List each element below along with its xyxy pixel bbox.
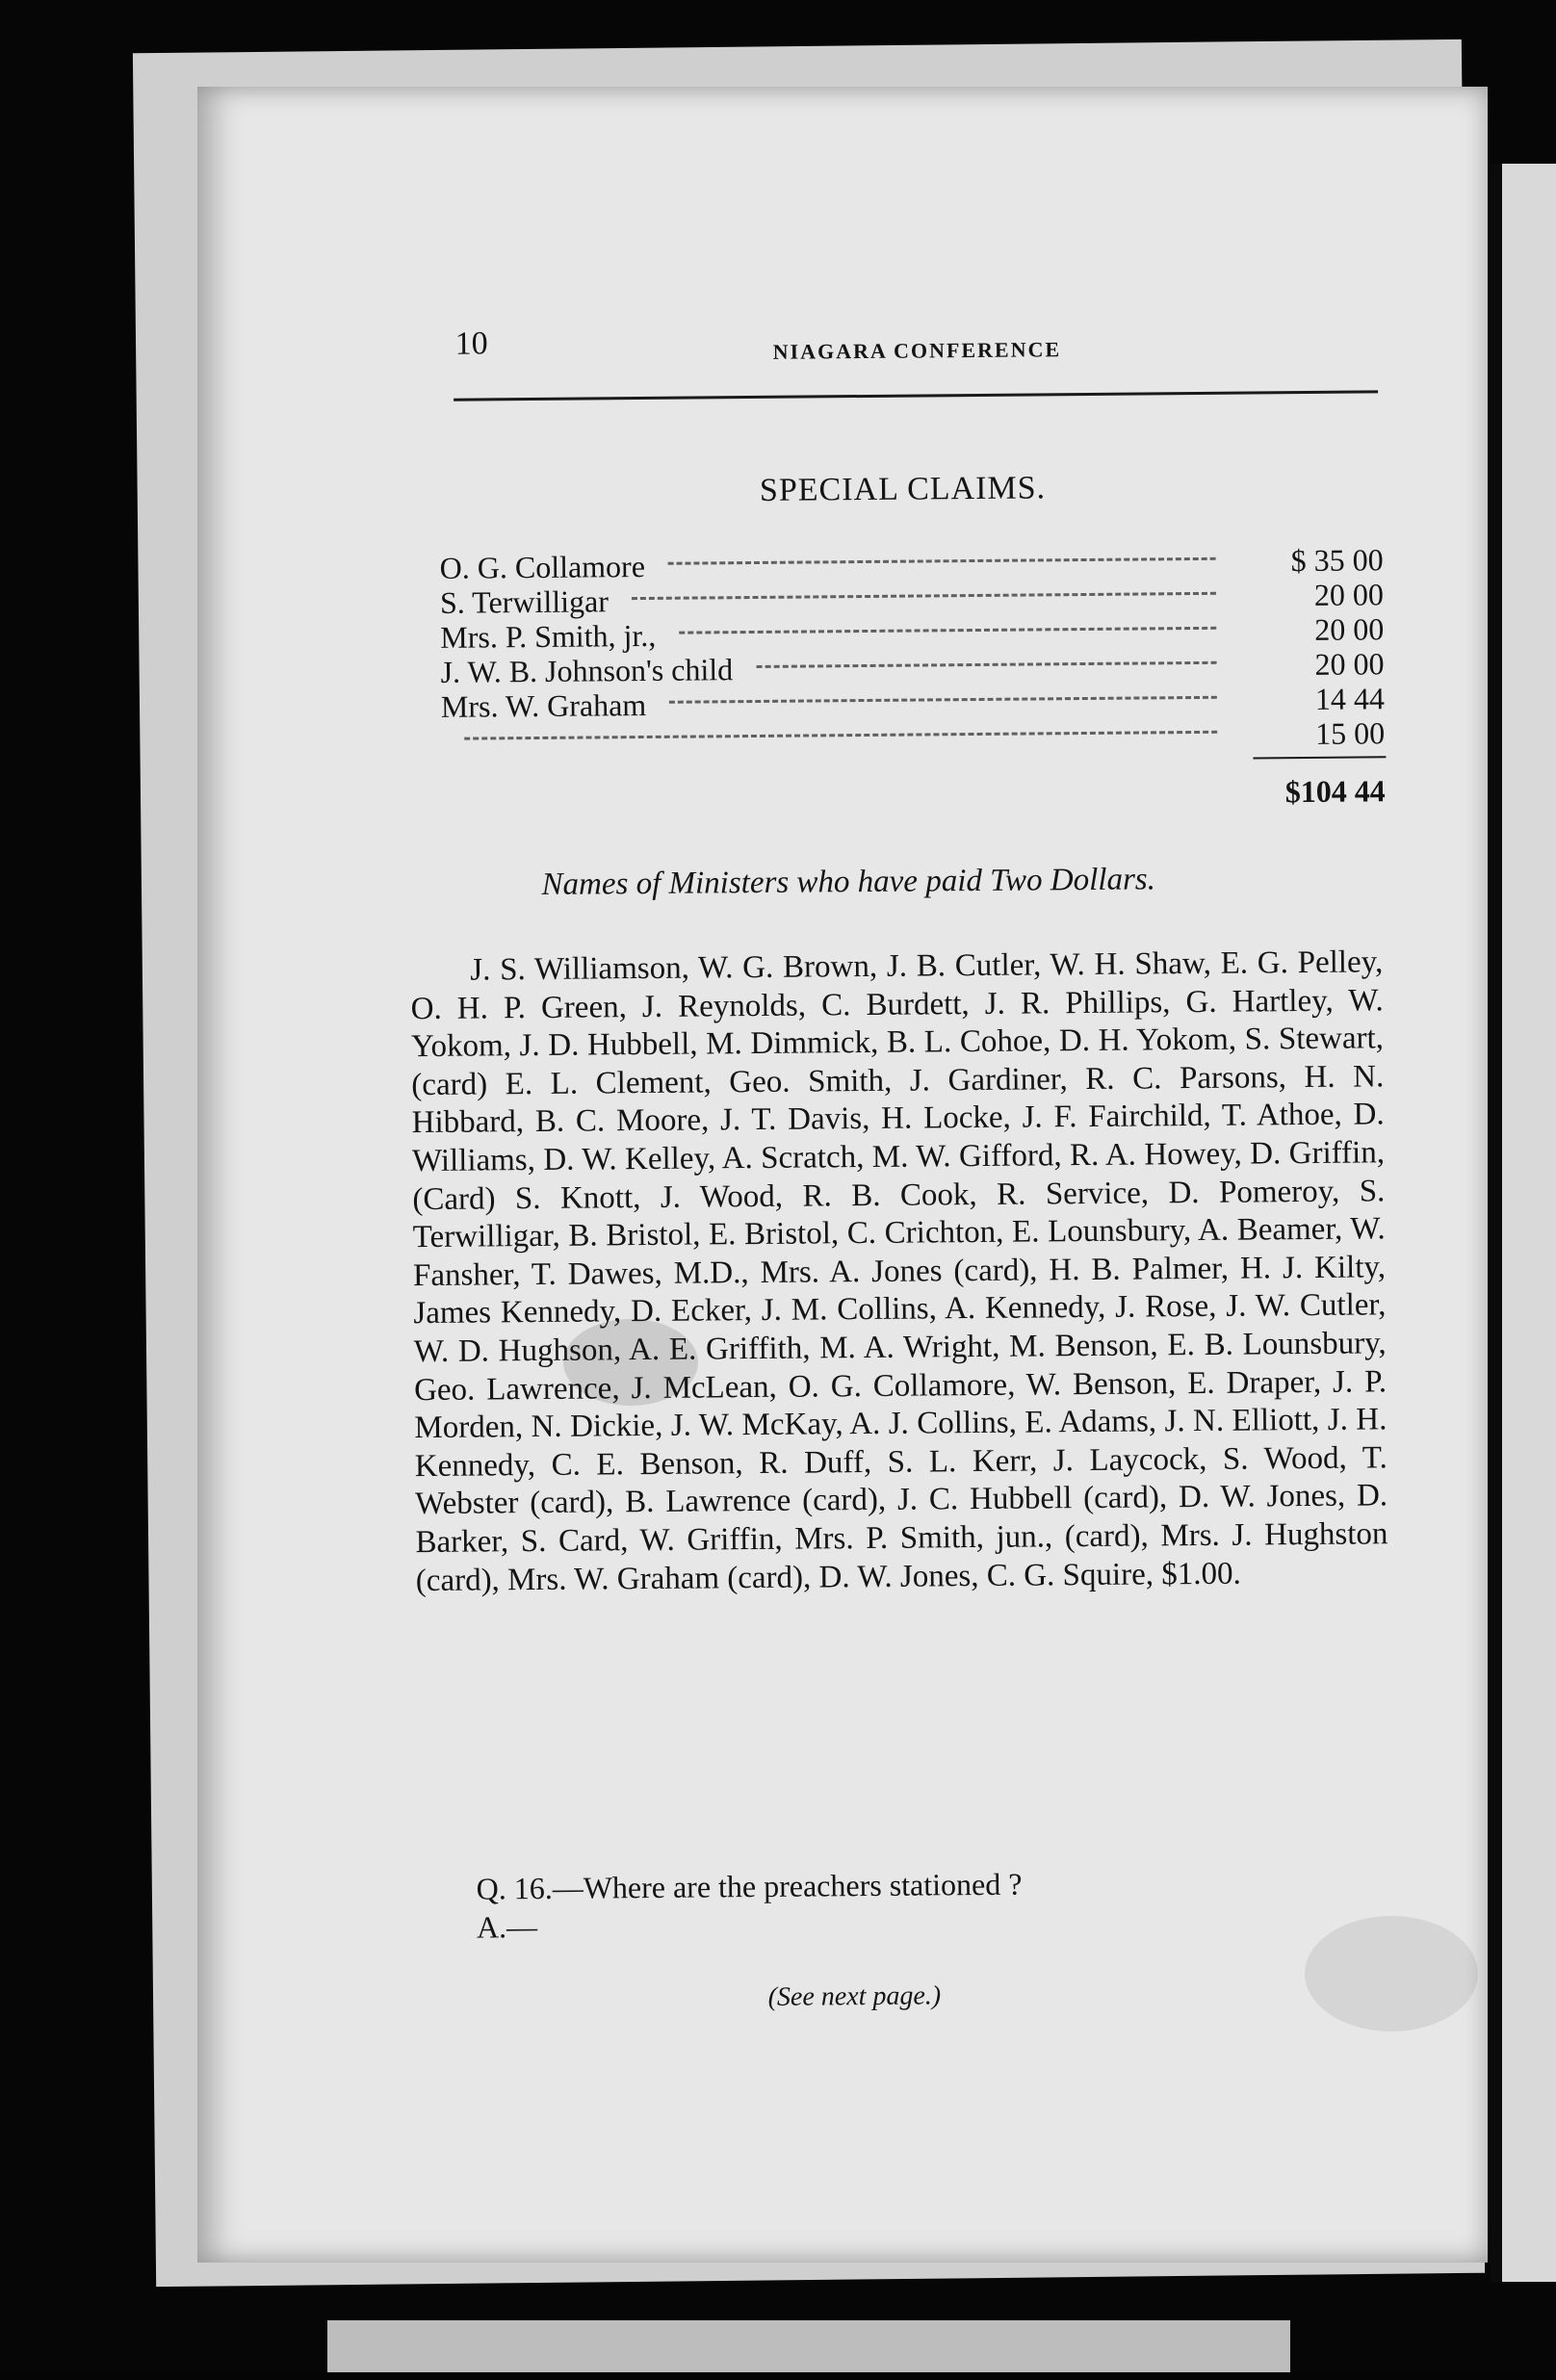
dot-leader [756,661,1216,668]
claim-name: Mrs. P. Smith, jr., [440,617,657,655]
claim-amount: $ 35 00 [1290,542,1384,579]
header-rule [454,390,1378,401]
claim-name: O. G. Collamore [439,548,646,585]
claim-amount: 20 00 [1314,611,1385,647]
dot-leader [669,696,1217,704]
answer-16: A.— [476,1909,538,1945]
see-next-page-note: (See next page.) [767,1980,942,2012]
special-claims-title: SPECIAL CLAIMS. [759,470,1047,508]
total-rule [1253,756,1386,759]
names-heading: Names of Ministers who have paid Two Dollars. [541,862,1156,902]
special-claims-table [440,542,1386,759]
ministers-names-paragraph: J. S. Williamson, W. G. Brown, J. B. Cutler, W. H. Shaw, E. G. Pelley, O. H. P. Green, J. Reynolds, C. Burdett, J. R. Phillips, G. Hartley, W. Yokom, J. D. Hubbell, M. Dimmick, B. L. Cohoe, D. H. Yokom, S. Stewart, (card) E. L. Clement, Geo. Smith, J. Gardiner, R. C. Parsons, H. N. Hibbard, B. C. Moore, J. T. Davis, H. Locke, J. F. Fairchild, T. Athoe, D. Williams, D. W. Kelley, A. Scratch, M. W. Gifford, R. A. Howey, D. Griffin, (Card) S. Knott, J. Wood, R. B. Cook, R. Service, D. Pomeroy, S. Terwilligar, B. Bristol, E. Bristol, C. Crichton, E. Lounsbury, A. Beamer, W. Fansher, T. Dawes, M.D., Mrs. A. Jones (card), H. B. Palmer, H. J. Kilty, James Kennedy, D. Ecker, J. M. Collins, A. Kennedy, J. Rose, J. W. Cutler, W. D. Hughson, A. E. Griffith, M. A. Wright, M. Benson, E. B. Lounsbury, Geo. Lawrence, J. McLean, O. G. Collamore, W. Benson, E. Draper, J. P. Morden, N. Dickie, J. W. McKay, A. J. Collins, E. Adams, J. N. Elliott, J. H. Kennedy, C. E. Benson, R. Duff, S. L. Kerr, J. Laycock, S. Wood, T. Webster (card), B. Lawrence (card), J. C. Hubbell (card), D. W. Jones, D. Barker, S. Card, W. Griffin, Mrs. P. Smith, jun., (card), Mrs. J. Hughston (card), Mrs. W. Graham (card), D. W. Jones, C. G. Squire, $1.00. [410,944,1388,1598]
dot-leader [464,731,1217,740]
claim-amount: 20 00 [1313,577,1385,612]
claim-name: S. Terwilligar [439,583,609,620]
claim-amount: 15 00 [1315,715,1386,751]
running-head: NIAGARA CONFERENCE [772,337,1062,364]
claim-amount: 14 44 [1314,681,1386,716]
dot-leader [679,627,1216,634]
claim-name: J. W. B. Johnson's child [440,652,734,689]
page-number: 10 [454,325,488,362]
claims-total: $104 44 [1284,773,1386,810]
claim-amount: 20 00 [1314,646,1385,682]
question-16: Q. 16.—Where are the preachers stationed ? [476,1866,1023,1906]
dot-leader [668,557,1216,565]
dot-leader [632,592,1216,600]
claim-name: Mrs. W. Graham [440,686,647,724]
